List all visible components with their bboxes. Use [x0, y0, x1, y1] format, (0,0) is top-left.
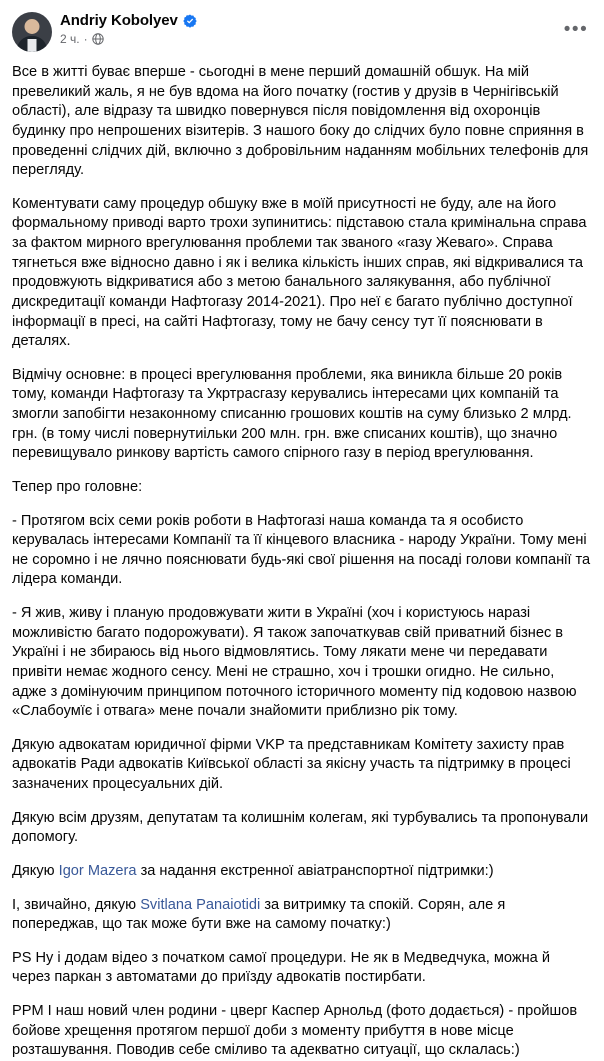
post-meta	[60, 32, 197, 46]
mention-prefix: Дякую	[12, 862, 59, 879]
post-options-button[interactable]: •••	[563, 19, 589, 40]
author-row	[60, 13, 197, 28]
post-header	[12, 10, 592, 60]
timestamp[interactable]: 2 ч.	[60, 32, 80, 46]
verified-badge-icon	[183, 14, 197, 28]
mention-prefix: І, звичайно, дякую	[12, 896, 141, 913]
post-paragraph: Тепер про головне:	[12, 478, 143, 495]
post-paragraph: Коментувати саму процедур обшуку вже в моїй присутності не буду, але на його формальному приводі варто трохи зупинитись: підставою стала кримінальна справа за фактом мирного врегулювання проблеми так званого «газу Жеваго». Справа тягнеться вже відносно давно і як і велика кількість інших справ, які відкривалися та продовжують відкриватися або з метою банального залякування, або публічної дискредитації команди Нафтогазу 2014-2021). Про неї є багато публічно доступної інформації в пресі, на сайті Нафтогазу, тому не бачу сенсу тут її пояснювати в деталях.	[12, 195, 591, 350]
meta-separator: ·	[83, 32, 88, 46]
globe-icon[interactable]	[92, 33, 104, 45]
post-paragraph: - Протягом всіх семи років роботи в Нафтогазі наша команда та я особисто керувалась інтересами Компанії та її кінцевого власника - народу України. Тому мені не соромно і не лячно пояснювати будь-які свої рішення на посаді голови компанії та лідера команди.	[12, 512, 595, 588]
post-body	[12, 60, 595, 1061]
mention-link[interactable]: Igor Mazera	[58, 862, 137, 879]
author-name[interactable]: Andriy Kobolyev	[60, 12, 178, 29]
avatar-face	[25, 19, 40, 34]
post-paragraph: - Я жив, живу і планую продовжувати жити в Україні (хоч і користуюсь наразі можливістю багато подорожувати). Я також започаткував свій приватний бізнес в Україні і не збираюсь від нього відмовлятись. Тому лякати мене чи передавати привіти немає жодного сенсу. Мені не страшно, хоч і трошки огидно. Не сильно, адже з домінуючим принципом поточного історичного моменту під кодовою назвою «Слабоумїє і отвага» мене почали знайомити приблизно рік тому.	[12, 605, 581, 720]
avatar[interactable]	[12, 12, 52, 52]
post-paragraph: Все в житті буває вперше - сьогодні в мене перший домашній обшук. На мій превеликий жаль, я не був вдома на його початку (гостив у друзів в Чернігівській області), але відразу та швидко повернувся після повідомлення від охоронців будинку про непрошених візитерів. З нашого боку до слідчих було повне сприяння в проведенні слідчих дій, включно з добровільним наданням мобільних телефонів для перегляду.	[12, 64, 593, 179]
mention-suffix: за витримку та спокій. Сорян, але я попереджав, що так може бути вже на самому початку:)	[12, 896, 510, 933]
post-paragraph: Дякую адвокатам юридичної фірми VKP та представникам Комітету захисту прав адвокатів Ради адвокатів Київської області за якісну участь та підтримку в процесі зазначених процесуальних дій.	[12, 736, 575, 792]
post-paragraph: Відмічу основне: в процесі врегулювання проблеми, яка виникла більше 20 років тому, команди Нафтогазу та Укртрасгазу керувались інтересами цих компаній та змогли запобігти незаконному списанню грошових коштів на суму близько 2 млрд. грн. (в тому числі повернутиільки 200 млн. грн. вже списаних коштів), що значно перевищувало ринкову вартість самого спірного газу в період врегулювання.	[12, 366, 576, 462]
mention-suffix: за надання екстренної авіатранспортної підтримки:)	[136, 862, 494, 879]
avatar-shirt	[28, 39, 37, 52]
post-header-text	[60, 12, 197, 46]
post-paragraph-with-mention	[12, 862, 592, 882]
mention-link[interactable]: Svitlana Panaiotidi	[140, 896, 261, 913]
post-paragraph-with-mention	[12, 896, 592, 935]
post-paragraph: PS Ну і додам відео з початком самої процедури. Не як в Медведчука, можна й через паркан з автоматами до приїзду адвокатів постирбати.	[12, 949, 555, 986]
post-paragraph: PPM І наш новий член родини - цверг Каспер Арнольд (фото додається) - пройшов бойове хрещення протягом першої доби з моменту прибуття в нове місце розташування. Поводив себе сміливо та адекватно ситуації, що склалась:)	[12, 1003, 582, 1059]
post-paragraph: Дякую всім друзям, депутатам та колишнім колегам, які турбувались та пропонували допомогу.	[12, 809, 593, 846]
